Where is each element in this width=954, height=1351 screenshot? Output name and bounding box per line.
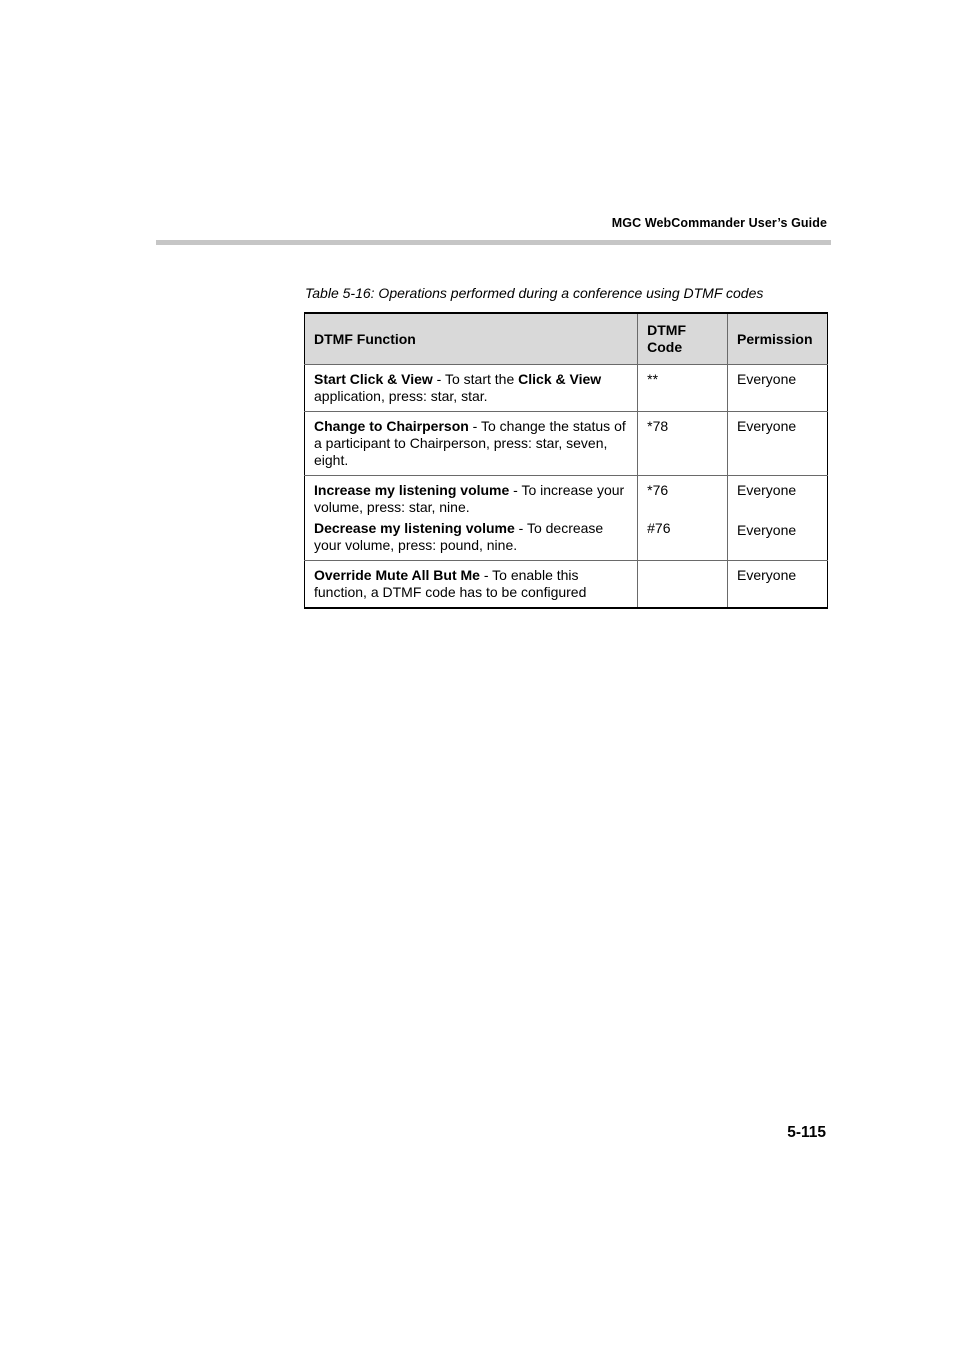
header-rule: [156, 240, 831, 245]
function-name: Override Mute All But Me: [314, 567, 480, 583]
table-row: [305, 365, 828, 412]
table-row: [305, 412, 828, 476]
permission-value: Everyone: [737, 482, 797, 498]
dtmf-operations-table: [304, 312, 828, 609]
permission-cell: Everyone: [728, 365, 828, 412]
function-entry: [314, 482, 629, 516]
permission-cell: Everyone: [728, 412, 828, 476]
code-cell: [638, 476, 728, 561]
column-header-code-line2: Code: [647, 339, 683, 355]
function-cell: [305, 412, 638, 476]
permission-value: Everyone: [737, 522, 797, 538]
column-header-function: DTMF Function: [305, 313, 638, 365]
table-row: [305, 561, 828, 609]
function-name: Increase my listening volume: [314, 482, 510, 498]
code-value: *76: [647, 482, 669, 498]
table-header-row: [305, 313, 828, 365]
function-name: Start Click & View: [314, 371, 433, 387]
code-cell: [638, 561, 728, 609]
column-header-code-line1: DTMF: [647, 322, 687, 338]
table-row: [305, 476, 828, 561]
function-entry: [314, 520, 629, 554]
page-number: 5-115: [787, 1124, 826, 1141]
function-name: Change to Chairperson: [314, 418, 469, 434]
function-description: - To start the: [432, 371, 519, 387]
function-cell: [305, 476, 638, 561]
code-value: #76: [647, 520, 671, 536]
column-header-code: [638, 313, 728, 365]
code-cell: **: [638, 365, 728, 412]
table-caption: Table 5-16: Operations performed during a conference using DTMF codes: [305, 285, 764, 301]
permission-cell: Everyone: [728, 561, 828, 609]
function-name-inline: Click & View: [518, 371, 602, 387]
function-description: - To decrease your volume, press: pound, nine.: [314, 520, 604, 553]
running-header: MGC WebCommander User’s Guide: [611, 216, 827, 230]
code-cell: *78: [638, 412, 728, 476]
function-description: - To change the status of a participant to Chairperson, press: star, seven, eight.: [314, 418, 626, 468]
function-cell: [305, 365, 638, 412]
permission-cell: [728, 476, 828, 561]
function-description: application, press: star, star.: [314, 388, 488, 404]
function-name: Decrease my listening volume: [314, 520, 515, 536]
function-description: - To enable this function, a DTMF code has to be configured: [314, 567, 587, 600]
function-cell: [305, 561, 638, 609]
function-description: - To increase your volume, press: star, nine.: [314, 482, 625, 515]
column-header-permission: Permission: [728, 313, 828, 365]
